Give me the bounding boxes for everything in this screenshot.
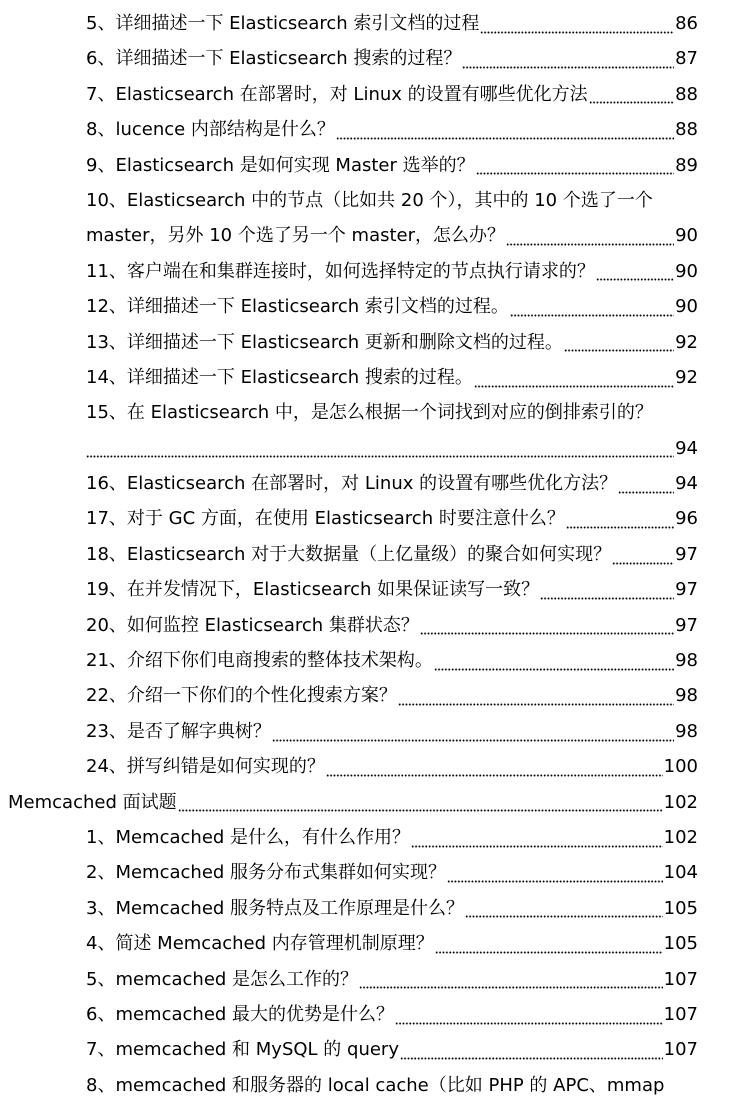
- toc-entry-title: 24、拼写纠错是如何实现的？: [86, 756, 325, 778]
- toc-entry-title: Memcached 面试题: [8, 791, 177, 813]
- toc-entry[interactable]: [86, 926, 698, 961]
- toc-entry-line: [86, 891, 698, 926]
- dot-leader: [474, 380, 674, 388]
- toc-entry[interactable]: [86, 1032, 698, 1067]
- toc-entry-page-number: 107: [663, 968, 698, 990]
- toc-entry-page-number: 97: [675, 543, 698, 565]
- dot-leader: [476, 167, 674, 175]
- toc-entry-line: [8, 785, 698, 820]
- toc-entry-page-number: 107: [663, 1039, 698, 1061]
- toc-entry-page-number: 88: [675, 83, 698, 105]
- dot-leader: [395, 1017, 663, 1025]
- toc-entry[interactable]: [86, 6, 698, 41]
- toc-entry-line: [86, 962, 698, 997]
- dot-leader: [566, 521, 674, 529]
- dot-leader: [435, 946, 663, 954]
- toc-entry-page-number: 102: [663, 791, 698, 813]
- toc-entry-line: [86, 183, 698, 218]
- dot-leader: [618, 486, 674, 494]
- toc-section-heading[interactable]: [8, 785, 698, 820]
- toc-entry-continuation[interactable]: [86, 218, 698, 253]
- toc-entry-page-number: 90: [675, 225, 698, 247]
- toc-entry[interactable]: [86, 997, 698, 1032]
- dot-leader: [480, 26, 674, 34]
- toc-entry[interactable]: [86, 608, 698, 643]
- toc-entry-title: 8、memcached 和服务器的 local cache（比如 PHP 的 APC、mmap: [86, 1074, 665, 1096]
- toc-entry-page-number: 104: [663, 862, 698, 884]
- toc-entry-page-number: 90: [675, 260, 698, 282]
- toc-entry-title: 16、Elasticsearch 在部署时，对 Linux 的设置有哪些优化方法？: [86, 473, 618, 495]
- toc-entry-title: master，另外 10 个选了另一个 master，怎么办？: [86, 225, 506, 247]
- toc-entry[interactable]: [86, 466, 698, 501]
- toc-entry[interactable]: [86, 962, 698, 997]
- toc-entry[interactable]: [86, 820, 698, 855]
- toc-entry-title: 1、Memcached 是什么，有什么作用？: [86, 826, 411, 848]
- toc-entry[interactable]: [86, 678, 698, 713]
- dot-leader: [434, 663, 674, 671]
- toc-entry[interactable]: [86, 891, 698, 926]
- toc-entry-line: [86, 466, 698, 501]
- toc-entry[interactable]: [86, 501, 698, 536]
- toc-entry-page-number: 88: [675, 119, 698, 141]
- toc-entry-title: 22、介绍一下你们的个性化搜索方案？: [86, 685, 397, 707]
- toc-entry[interactable]: [86, 289, 698, 324]
- toc-entry-title: 12、详细描述一下 Elasticsearch 索引文档的过程。: [86, 296, 509, 318]
- toc-entry[interactable]: [86, 360, 698, 395]
- toc-entry-line: [86, 431, 698, 466]
- toc-entry-line: [86, 1068, 698, 1103]
- dot-leader: [462, 61, 674, 69]
- toc-entry-title: 8、lucence 内部结构是什么？: [86, 119, 335, 141]
- toc-entry-title: 3、Memcached 服务特点及工作原理是什么？: [86, 897, 465, 919]
- toc-entry-line: [86, 643, 698, 678]
- toc-entry-line: [86, 395, 698, 430]
- toc-entry-line: [86, 112, 698, 147]
- toc-entry-line: [86, 926, 698, 961]
- toc-entry[interactable]: [86, 77, 698, 112]
- dot-leader: [359, 981, 663, 989]
- dot-leader: [447, 875, 663, 883]
- toc-entry-page-number: 92: [675, 331, 698, 353]
- toc-entry-title: 6、详细描述一下 Elasticsearch 搜索的过程？: [86, 48, 462, 70]
- toc-entry-title: 17、对于 GC 方面，在使用 Elasticsearch 时要注意什么？: [86, 508, 565, 530]
- toc-entry-title: 11、客户端在和集群连接时，如何选择特定的节点执行请求的？: [86, 260, 595, 282]
- toc-entry[interactable]: [86, 254, 698, 289]
- table-of-contents: [0, 6, 729, 1103]
- toc-entry-page-number: 97: [675, 614, 698, 636]
- toc-entry-title: 7、memcached 和 MySQL 的 query: [86, 1039, 399, 1061]
- toc-entry-title: 5、详细描述一下 Elasticsearch 索引文档的过程: [86, 13, 480, 34]
- toc-entry-page-number: 94: [675, 437, 698, 459]
- toc-entry[interactable]: [86, 1068, 698, 1103]
- toc-entry-title: 14、详细描述一下 Elasticsearch 搜索的过程。: [86, 366, 473, 388]
- toc-entry-line: [86, 714, 698, 749]
- toc-entry[interactable]: [86, 41, 698, 76]
- toc-entry-title: 21、介绍下你们电商搜索的整体技术架构。: [86, 650, 433, 672]
- toc-entry-page-number: 96: [675, 508, 698, 530]
- toc-entry[interactable]: [86, 395, 698, 430]
- toc-entry-title: 6、memcached 最大的优势是什么？: [86, 1003, 395, 1025]
- toc-entry-line: [86, 325, 698, 360]
- toc-entry-title: 20、如何监控 Elasticsearch 集群状态？: [86, 614, 419, 636]
- dot-leader: [589, 96, 674, 104]
- toc-entry-line: [86, 77, 698, 112]
- dot-leader: [178, 804, 663, 812]
- dot-leader: [398, 698, 674, 706]
- toc-entry[interactable]: [86, 183, 698, 218]
- toc-entry-page-number: 105: [663, 933, 698, 955]
- dot-leader: [612, 557, 674, 565]
- dot-leader: [336, 132, 674, 140]
- toc-entry-page-number: 102: [663, 826, 698, 848]
- toc-entry-line: [86, 572, 698, 607]
- dot-leader: [506, 238, 674, 246]
- toc-entry-title: 7、Elasticsearch 在部署时，对 Linux 的设置有哪些优化方法: [86, 83, 588, 105]
- toc-entry[interactable]: [86, 643, 698, 678]
- toc-entry-page-number: 98: [675, 685, 698, 707]
- toc-entry[interactable]: [86, 148, 698, 183]
- dot-leader: [465, 910, 663, 918]
- dot-leader: [272, 734, 674, 742]
- toc-entry-line: [86, 218, 698, 253]
- toc-entry-line: [86, 148, 698, 183]
- toc-entry[interactable]: [86, 112, 698, 147]
- toc-entry-line: [86, 537, 698, 572]
- toc-entry-line: [86, 41, 698, 76]
- toc-entry-line: [86, 501, 698, 536]
- toc-entry-title: 9、Elasticsearch 是如何实现 Master 选举的？: [86, 154, 475, 176]
- toc-entry-title: 19、在并发情况下，Elasticsearch 如果保证读写一致？: [86, 579, 540, 601]
- dot-leader: [510, 309, 674, 317]
- toc-entry[interactable]: [86, 325, 698, 360]
- toc-entry[interactable]: [86, 572, 698, 607]
- toc-entry-line: [86, 749, 698, 784]
- toc-entry-continuation[interactable]: [86, 431, 698, 466]
- toc-entry-page-number: 86: [675, 13, 698, 34]
- dot-leader: [596, 273, 674, 281]
- toc-entry-line: [86, 855, 698, 890]
- toc-entry-title: 18、Elasticsearch 对于大数据量（上亿量级）的聚合如何实现？: [86, 543, 612, 565]
- dot-leader: [564, 344, 674, 352]
- toc-entry-title: 4、简述 Memcached 内存管理机制原理？: [86, 933, 434, 955]
- toc-entry[interactable]: [86, 855, 698, 890]
- toc-entry-page-number: 94: [675, 473, 698, 495]
- dot-leader: [326, 769, 663, 777]
- toc-entry-page-number: 92: [675, 366, 698, 388]
- toc-entry-line: [86, 254, 698, 289]
- toc-entry-line: [86, 820, 698, 855]
- toc-entry-title: 2、Memcached 服务分布式集群如何实现？: [86, 862, 447, 884]
- toc-entry[interactable]: [86, 749, 698, 784]
- toc-entry[interactable]: [86, 537, 698, 572]
- toc-entry-line: [86, 289, 698, 324]
- toc-entry-title: 10、Elasticsearch 中的节点（比如共 20 个），其中的 10 个选了一个: [86, 189, 653, 211]
- toc-entry-title: 5、memcached 是怎么工作的？: [86, 968, 359, 990]
- toc-entry-page-number: 97: [675, 579, 698, 601]
- toc-entry-line: [86, 1032, 698, 1067]
- dot-leader: [400, 1052, 663, 1060]
- dot-leader: [411, 840, 663, 848]
- toc-entry-page-number: 87: [675, 48, 698, 70]
- toc-entry-page-number: 100: [663, 756, 698, 778]
- toc-entry-line: [86, 608, 698, 643]
- toc-entry-line: [86, 6, 698, 41]
- toc-entry-page-number: 107: [663, 1003, 698, 1025]
- toc-entry-page-number: 90: [675, 296, 698, 318]
- toc-entry[interactable]: [86, 714, 698, 749]
- dot-leader: [540, 592, 674, 600]
- toc-entry-page-number: 105: [663, 897, 698, 919]
- dot-leader: [420, 627, 674, 635]
- toc-entry-line: [86, 997, 698, 1032]
- dot-leader: [86, 450, 674, 458]
- toc-entry-page-number: 98: [675, 650, 698, 672]
- toc-entry-page-number: 98: [675, 720, 698, 742]
- toc-entry-title: 23、是否了解字典树？: [86, 720, 271, 742]
- toc-entry-title: 15、在 Elasticsearch 中，是怎么根据一个词找到对应的倒排索引的？: [86, 402, 653, 424]
- toc-entry-title: 13、详细描述一下 Elasticsearch 更新和删除文档的过程。: [86, 331, 563, 353]
- toc-entry-line: [86, 678, 698, 713]
- toc-entry-line: [86, 360, 698, 395]
- toc-entry-page-number: 89: [675, 154, 698, 176]
